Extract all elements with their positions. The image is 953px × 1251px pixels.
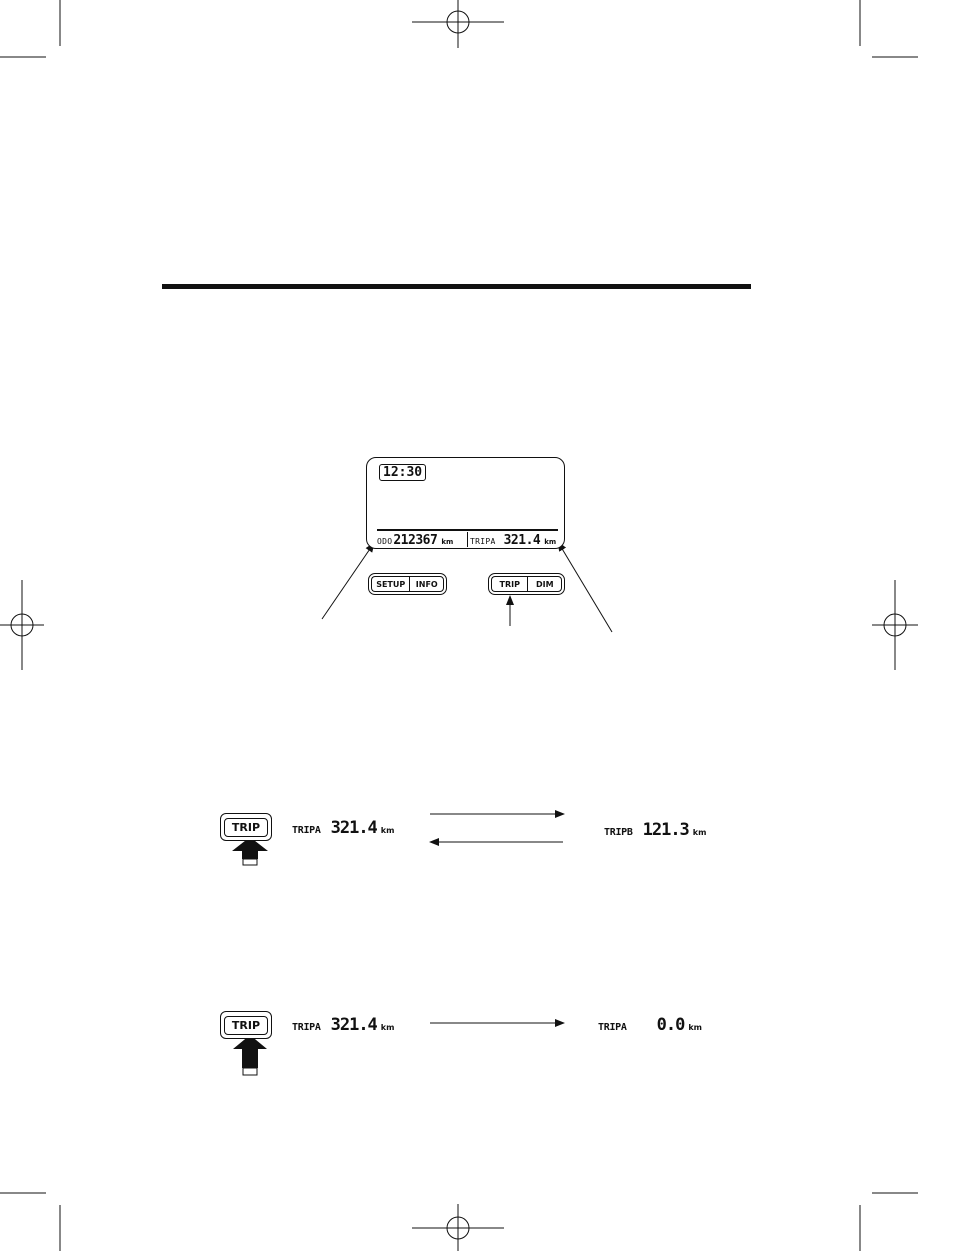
callout-tripmeter [558,542,612,632]
section-rule [162,284,751,289]
readout-label: TRIPB [604,827,633,838]
trip-button-step-2[interactable] [220,1011,272,1039]
trip-dim-button-pair [488,573,565,595]
odometer-value: 212367 [393,533,438,548]
odometer-label: ODO [377,537,393,546]
readout-value: 121.3 [642,820,689,840]
trip-button-step-1-label: TRIP [224,818,268,837]
readout-unit: km [692,828,707,837]
clock-readout: 12:30 [379,464,426,481]
setup-info-button-pair [368,573,447,595]
readout-value: 0.0 [656,1015,685,1035]
readout-label: TRIPA [292,1022,321,1033]
registration-target-bottom [412,1204,504,1251]
readout-unit: km [380,1023,395,1032]
readout-unit: km [380,826,395,835]
readout-trip-a-current [292,1015,394,1035]
press-arrow-1 [232,837,268,865]
info-button[interactable]: INFO [409,576,444,592]
readout-value: 321.4 [330,818,377,838]
tripmeter-readout [470,533,556,548]
registration-target-left [0,580,44,670]
setup-button[interactable]: SETUP [371,576,409,592]
readout-unit: km [688,1023,702,1032]
registration-target-right [872,580,918,670]
readout-trip-a-before [292,818,394,838]
dim-button[interactable]: DIM [527,576,562,592]
readout-value: 321.4 [330,1015,377,1035]
readout-trip-b [604,820,706,840]
trip-button[interactable]: TRIP [491,576,527,592]
readout-trip-a-reset [598,1015,702,1035]
readout-label: TRIPA [292,825,321,836]
tripmeter-value: 321.4 [503,533,541,548]
multi-display-panel [366,457,565,549]
readout-label: TRIPA [598,1022,627,1033]
display-separator [467,532,468,547]
registration-target-top [412,0,504,48]
display-divider [377,529,558,531]
odometer-readout [377,533,453,548]
trip-button-step-1[interactable] [220,813,272,841]
callout-lines [322,542,612,632]
tripmeter-label: TRIPA [470,537,496,546]
press-arrow-2 [233,1035,267,1075]
tripmeter-unit: km [544,538,557,546]
callout-odometer [322,543,374,619]
odometer-unit: km [441,538,454,546]
trip-button-step-2-label: TRIP [224,1016,268,1035]
sequence-arrows [430,814,564,1023]
